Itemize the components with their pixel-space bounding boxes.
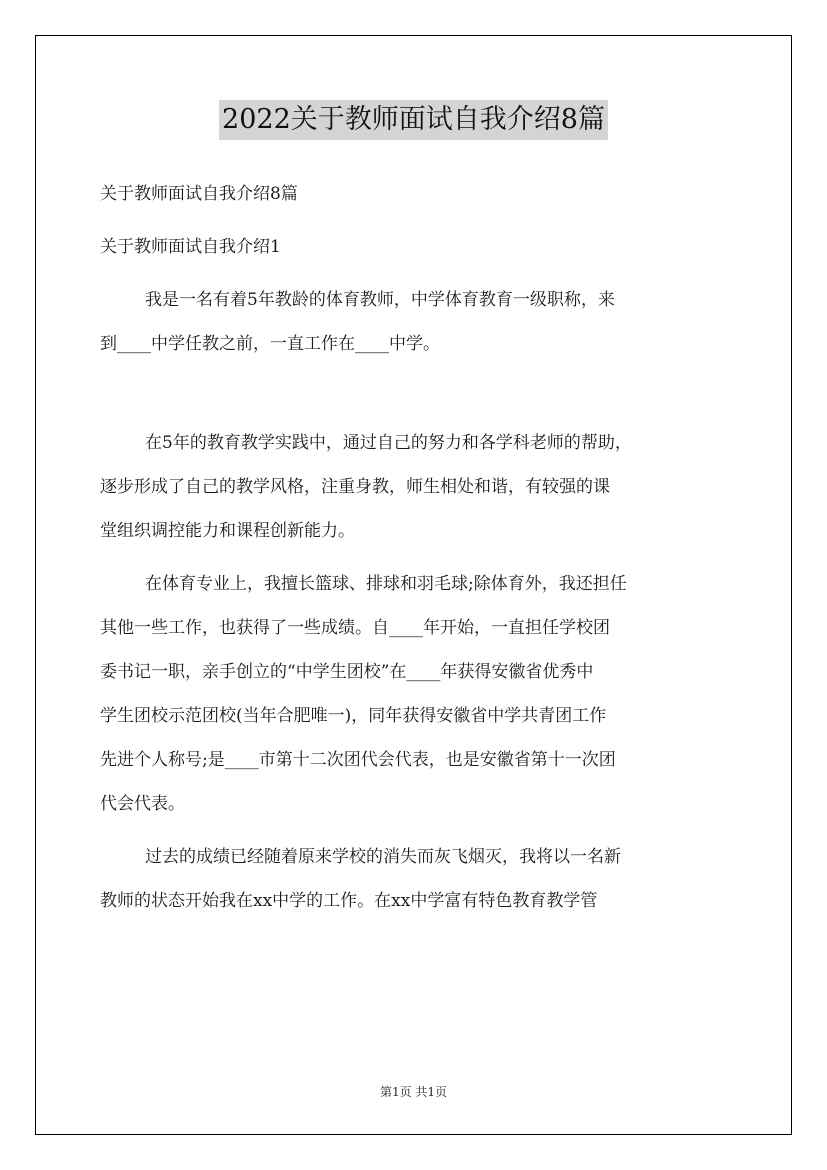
paragraph-line: 委书记一职，亲手创立的“中学生团校”在____年获得安徽省优秀中 <box>100 662 594 682</box>
paragraph-line: 学生团校示范团校(当年合肥唯一)，同年获得安徽省中学共青团工作 <box>100 706 607 726</box>
paragraph-line: 堂组织调控能力和课程创新能力。 <box>100 521 355 541</box>
paragraph-1 <box>100 278 728 366</box>
title-container <box>0 100 827 140</box>
paragraph-2 <box>100 421 728 553</box>
paragraph-4 <box>100 835 728 923</box>
section-heading: 关于教师面试自我介绍1 <box>100 237 281 257</box>
paragraph-3 <box>100 562 728 826</box>
paragraph-line: 我是一名有着5年教龄的体育教师，中学体育教育一级职称，来 <box>145 290 615 310</box>
paragraph-line: 到____中学任教之前，一直工作在____中学。 <box>100 334 440 354</box>
paragraph-line: 教师的状态开始我在xx中学的工作。在xx中学富有特色教育教学管 <box>100 891 598 911</box>
paragraph-line: 过去的成绩已经随着原来学校的消失而灰飞烟灭，我将以一名新 <box>145 847 621 867</box>
document-subtitle: 关于教师面试自我介绍8篇 <box>100 184 298 204</box>
document-title: 2022关于教师面试自我介绍8篇 <box>219 100 608 140</box>
paragraph-line: 逐步形成了自己的教学风格，注重身教，师生相处和谐，有较强的课 <box>100 477 610 497</box>
paragraph-line: 在5年的教育教学实践中，通过自己的努力和各学科老师的帮助， <box>145 433 632 453</box>
paragraph-line: 在体育专业上，我擅长篮球、排球和羽毛球;除体育外，我还担任 <box>145 574 627 594</box>
paragraph-line: 先进个人称号;是____市第十二次团代会代表，也是安徽省第十一次团 <box>100 750 616 770</box>
paragraph-line: 其他一些工作，也获得了一些成绩。自____年开始，一直担任学校团 <box>100 618 610 638</box>
paragraph-line: 代会代表。 <box>100 794 185 814</box>
page-footer: 第1页 共1页 <box>379 1085 448 1099</box>
document-body <box>100 172 728 932</box>
